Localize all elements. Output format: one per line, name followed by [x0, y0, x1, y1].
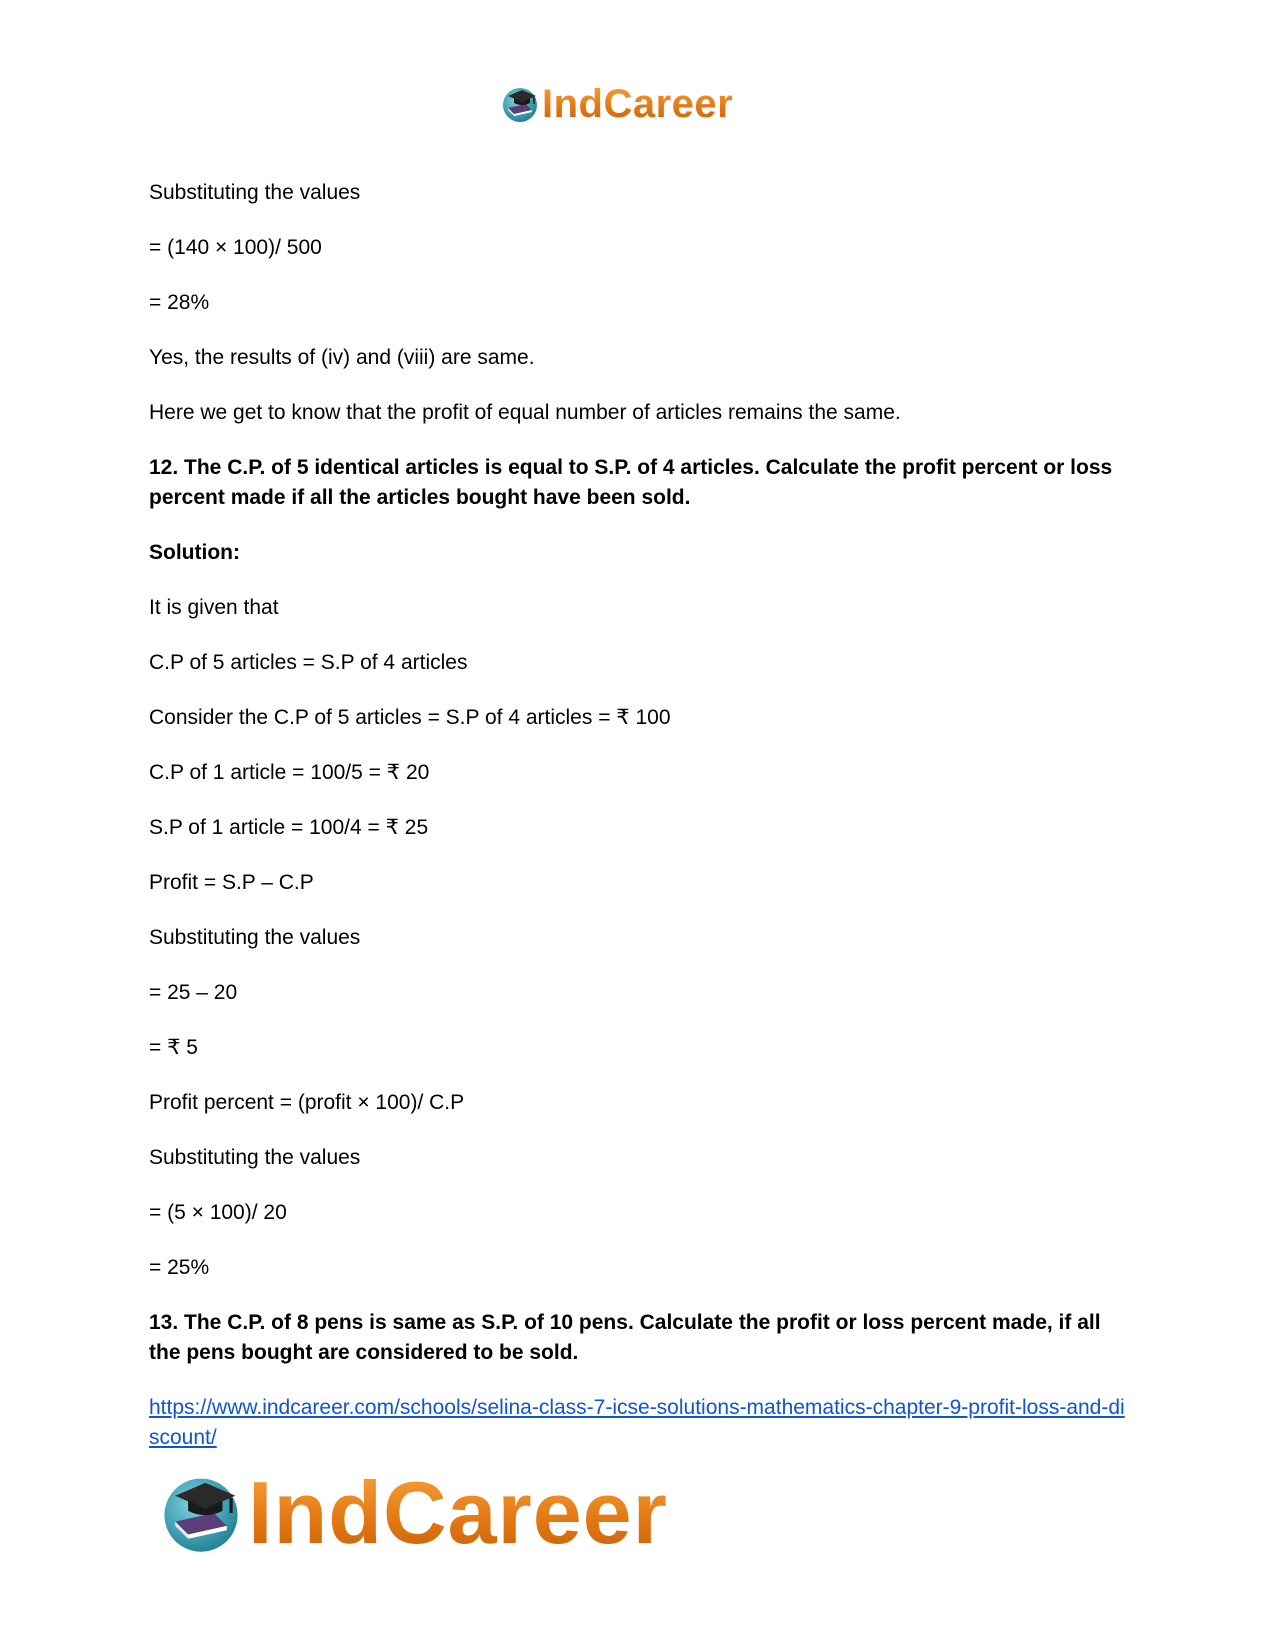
- header-logo: [500, 80, 733, 128]
- text-line: Yes, the results of (iv) and (viii) are same.: [149, 346, 535, 369]
- header-logo-text: IndCareer: [542, 82, 734, 126]
- footer-logo-text: IndCareer: [248, 1463, 668, 1562]
- text-line: = (140 × 100)/ 500: [149, 236, 322, 259]
- text-line: Profit = S.P – C.P: [149, 871, 314, 894]
- text-line: S.P of 1 article = 100/4 = ₹ 25: [149, 816, 429, 839]
- text-line: Profit percent = (profit × 100)/ C.P: [149, 1091, 465, 1114]
- graduation-cap-book-globe-icon: [500, 84, 540, 124]
- text-line: = 25%: [149, 1256, 210, 1279]
- question-13: 13. The C.P. of 8 pens is same as S.P. of 10 pens. Calculate the profit or loss percent made, if all the pens bought are considered to be sold.: [149, 1311, 1101, 1364]
- footer-logo: [158, 1463, 668, 1563]
- text-line: Here we get to know that the profit of equal number of articles remains the same.: [149, 401, 901, 424]
- text-line: Consider the C.P of 5 articles = S.P of 4 articles = ₹ 100: [149, 706, 671, 729]
- text-line: = 28%: [149, 291, 210, 314]
- text-line: = ₹ 5: [149, 1036, 198, 1059]
- text-line: = 25 – 20: [149, 981, 238, 1004]
- text-line: It is given that: [149, 596, 279, 619]
- text-line: C.P of 5 articles = S.P of 4 articles: [149, 651, 468, 674]
- text-line: Substituting the values: [149, 181, 361, 204]
- graduation-cap-book-globe-icon: [158, 1470, 244, 1556]
- document-body: [149, 178, 1129, 1453]
- text-line: Substituting the values: [149, 1146, 361, 1169]
- text-line: C.P of 1 article = 100/5 = ₹ 20: [149, 761, 430, 784]
- text-line: = (5 × 100)/ 20: [149, 1201, 287, 1224]
- text-line: Substituting the values: [149, 926, 361, 949]
- solution-heading: Solution:: [149, 541, 240, 564]
- question-12: 12. The C.P. of 5 identical articles is equal to S.P. of 4 articles. Calculate the profit percent or loss percent made if all the articles bought have been sold.: [149, 456, 1113, 509]
- source-url-link[interactable]: https://www.indcareer.com/schools/selina-class-7-icse-solutions-mathematics-chapter-9-profit-loss-and-discount/: [149, 1396, 1125, 1449]
